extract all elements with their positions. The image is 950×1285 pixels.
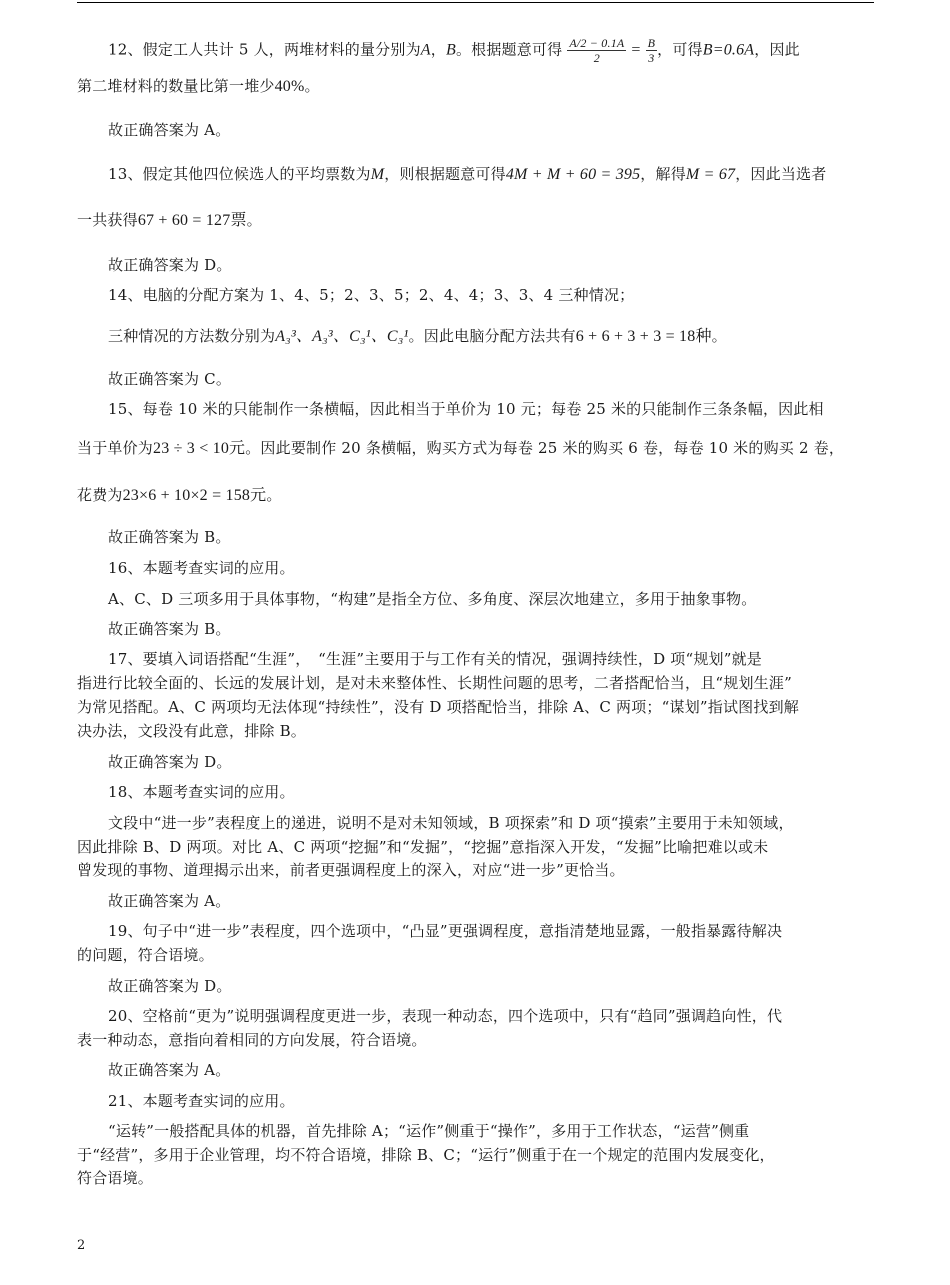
q15-cost: 23×6 + 10×2 = 158元	[122, 487, 267, 504]
q14-text-mid: 。因此电脑分配方法共有	[408, 327, 576, 345]
q13-line2	[77, 210, 874, 231]
q14-text-end: 。	[711, 327, 727, 345]
q17-line3: 为常见搭配。A、C 两项均无法体现“持续性”，没有 D 项搭配恰当，排除 A、C 两项；“谋划”指试图找到解	[77, 698, 799, 716]
q14-sum: 6 + 6 + 3 + 3 = 18种	[575, 328, 712, 345]
q13-var-m: M	[370, 166, 385, 183]
q21-line3: 于“经营”，多用于企业管理，均不符合语境，排除 B、C；“运行”侧重于在一个规定的范围内发展变化，	[77, 1146, 775, 1164]
q17-line1: 17、要填入词语搭配“生涯”， “生涯”主要用于与工作有关的情况，强调持续性，D 项“规划”就是	[108, 650, 762, 668]
q17-answer: 故正确答案为 D。	[108, 753, 232, 771]
q15-line1: 15、每卷 10 米的只能制作一条横幅，因此相当于单价为 10 元；每卷 25 米的只能制作三条条幅，因此相	[108, 400, 824, 418]
q12-text-end: ，因此	[754, 40, 800, 59]
q13-text-mid2: ，解得	[640, 165, 686, 183]
q12-line2	[77, 76, 874, 97]
q16-answer: 故正确答案为 B。	[108, 620, 231, 638]
q12-comma: ，	[430, 40, 446, 59]
q13-equation: 4M + M + 60 = 395	[505, 166, 641, 183]
q13-text-end: ，因此当选者	[735, 165, 827, 183]
q18-line4: 曾发现的事物、道理揭示出来，前者更强调程度上的深入，对应“进一步”更恰当。	[77, 861, 625, 879]
q12-result: B=0.6A	[702, 41, 755, 59]
q18-answer: 故正确答案为 A。	[108, 892, 231, 910]
q12-fraction-2	[646, 36, 658, 65]
page-number: 2	[77, 1238, 86, 1253]
q16-line1: 16、本题考查实词的应用。	[108, 559, 295, 577]
q12-var-b: B	[445, 41, 456, 59]
q15-text-end: 。因此要制作 20 条横幅，购买方式为每卷 25 米的购买 6 卷，每卷 10 米的购买 2 卷，	[245, 439, 845, 457]
q12-line1	[108, 36, 874, 65]
q13-total: 67 + 60 = 127票	[137, 212, 247, 229]
q13-answer: 故正确答案为 D。	[108, 256, 232, 274]
q15-text3: 花费为	[77, 486, 123, 504]
q12-text-mid: 。根据题意可得	[455, 40, 563, 59]
q12-text-mid2: ，可得	[657, 40, 703, 59]
q20-line2: 表一种动态，意指向着相同的方向发展，符合语境。	[77, 1031, 427, 1049]
q21-line1: 21、本题考查实词的应用。	[108, 1092, 295, 1110]
q12-frac1-den: 2	[593, 51, 600, 65]
q20-line1: 20、空格前“更为”说明强调程度更进一步，表现一种动态，四个选项中，只有“趋同”强调趋向性，代	[108, 1007, 783, 1025]
q12-frac2-num: B	[647, 36, 656, 50]
q12-answer: 故正确答案为 A。	[108, 121, 231, 139]
q12-equals: =	[631, 41, 641, 59]
q16-line2: A、C、D 三项多用于具体事物，“构建”是指全方位、多角度、深层次地建立，多用于抽象事物。	[108, 590, 757, 608]
q12-frac1-num: A/2 − 0.1A	[569, 36, 625, 50]
q15-line3	[77, 485, 874, 506]
q19-line1: 19、句子中“进一步”表程度，四个选项中，“凸显”更强调程度，意指清楚地显露，一般指暴露待解决	[108, 922, 783, 940]
q17-line4: 决办法，文段没有此意，排除 B。	[77, 722, 306, 740]
q15-price: 23 ÷ 3 < 10元	[153, 440, 246, 457]
q18-line3: 因此排除 B、D 两项。对比 A、C 两项“挖掘”和“发掘”，“挖掘”意指深入开发，“发掘”比喻把难以或未	[77, 838, 769, 856]
q13-text: 13、假定其他四位候选人的平均票数为	[108, 165, 371, 183]
q13-text2-end: 。	[246, 211, 262, 229]
q21-line2: “运转”一般搭配具体的机器，首先排除 A；“运作”侧重于“操作”，多用于工作状态，“运营”侧重	[108, 1122, 750, 1140]
q21-line4: 符合语境。	[77, 1169, 154, 1187]
q15-text: 当于单价为	[77, 439, 154, 457]
q13-solve: M = 67	[685, 166, 736, 183]
q12-text: 12、假定工人共计 5 人，两堆材料的量分别为	[108, 40, 421, 59]
q13-text2: 一共获得	[77, 211, 138, 229]
q13-line1	[108, 164, 874, 185]
q12-frac2-den: 3	[648, 51, 655, 65]
top-rule	[77, 2, 874, 3]
q12-fraction-1	[567, 36, 626, 65]
q18-line1: 18、本题考查实词的应用。	[108, 783, 295, 801]
q15-text3-end: 。	[266, 486, 282, 504]
q14-line1: 14、电脑的分配方案为 1、4、5；2、3、5；2、4、4；3、3、4 三种情况；	[108, 286, 635, 304]
q20-answer: 故正确答案为 A。	[108, 1061, 231, 1079]
q12-text2-end: 。	[304, 77, 320, 95]
q19-answer: 故正确答案为 D。	[108, 977, 232, 995]
q14-permutations: A₃³、A₃³、C₃¹、C₃¹	[275, 328, 409, 345]
q12-percent: 40%	[274, 78, 305, 95]
q17-line2: 指进行比较全面的、长远的发展计划，是对未来整体性、长期性问题的思考，二者搭配恰当，且“规划生涯”	[77, 674, 792, 692]
q19-line2: 的问题，符合语境。	[77, 946, 214, 964]
q12-text2: 第二堆材料的数量比第一堆少	[77, 77, 275, 95]
q15-answer: 故正确答案为 B。	[108, 528, 231, 546]
q14-line2	[108, 326, 874, 347]
q12-var-a: A	[420, 41, 431, 59]
q13-text-mid: ，则根据题意可得	[384, 165, 506, 183]
q14-answer: 故正确答案为 C。	[108, 370, 232, 388]
q15-line2	[77, 438, 874, 459]
q14-text: 三种情况的方法数分别为	[108, 327, 276, 345]
q18-line2: 文段中“进一步”表程度上的递进，说明不是对未知领域，B 项探索”和 D 项“摸索”主要用于未知领域，	[108, 814, 794, 832]
